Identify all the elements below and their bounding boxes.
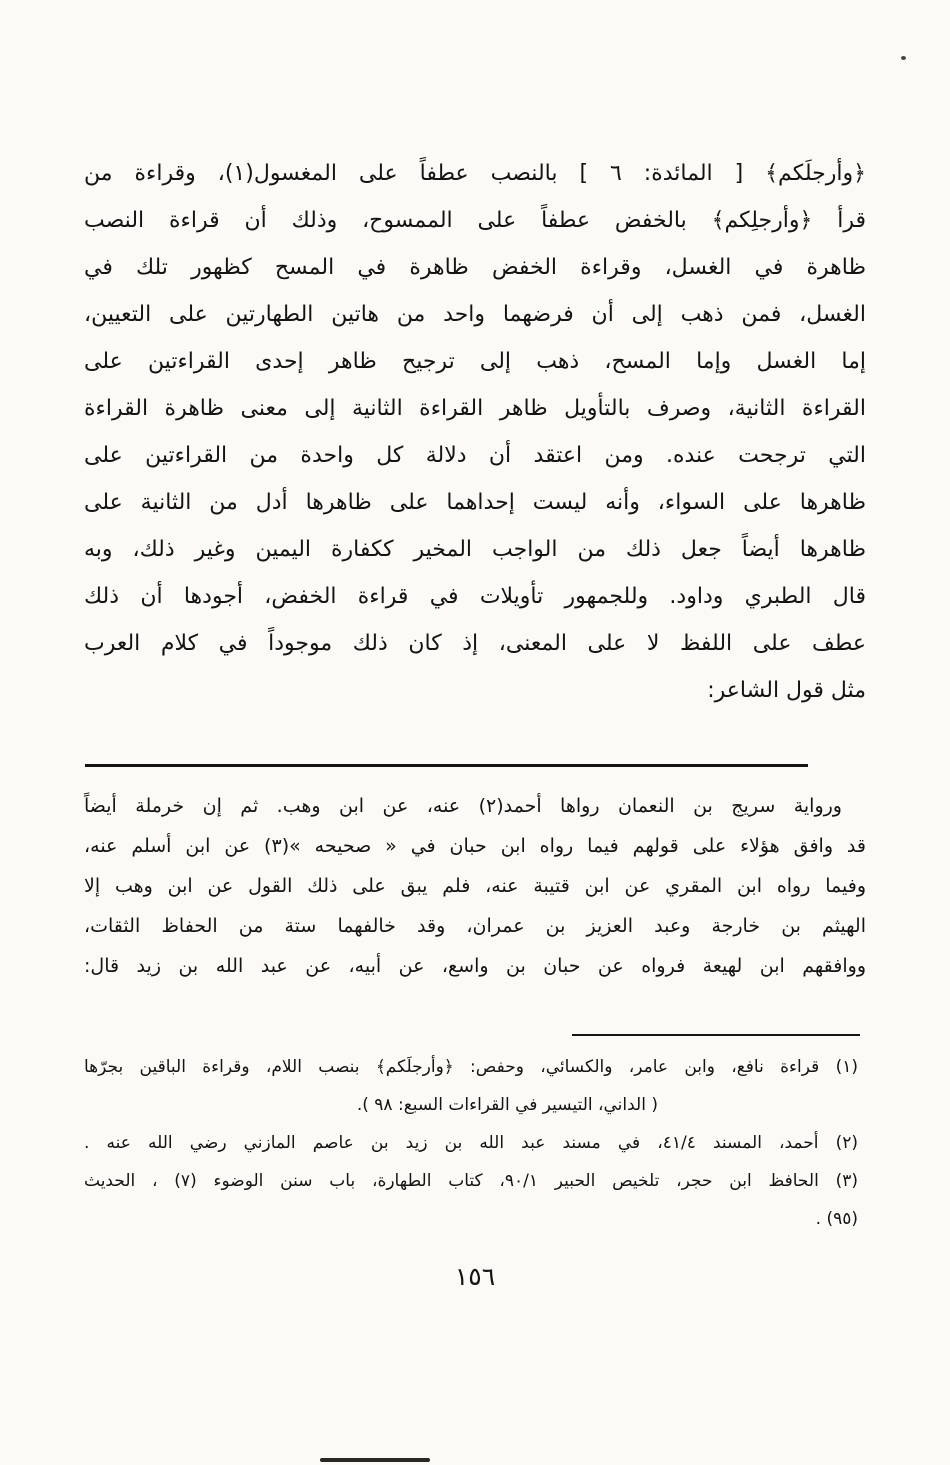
main-text-line: التي ترجحت عنده. ومن اعتقد أن دلالة كل واحدة من القراءتين على xyxy=(84,443,866,468)
secondary-text-line: ورواية سريج بن النعمان رواها أحمد(٢) عنه، عن ابن وهب. ثم إن خرملة أيضاً xyxy=(84,795,842,817)
main-text-line: ظاهرها أيضاً جعل ذلك من الواجب المخير ككفارة اليمين وغير ذلك، وبه xyxy=(84,537,866,562)
main-text-block xyxy=(84,150,866,714)
scan-artifact xyxy=(320,1458,430,1462)
main-text-line: قرأ ﴿وأرجلِكم﴾ بالخفض عطفاً على الممسوح، وذلك أن قراءة النصب xyxy=(84,208,866,233)
main-text-line: ظاهرة في الغسل، وقراءة الخفض ظاهرة في المسح كظهور تلك في xyxy=(84,255,866,280)
secondary-text-block xyxy=(84,786,866,986)
secondary-text-line: الهيثم بن خارجة وعبد العزيز بن عمران، وقد خالفهما ستة من الحفاظ الثقات، xyxy=(84,915,866,937)
main-text-line: عطف على اللفظ لا على المعنى، إذ كان ذلك موجوداً في كلام العرب xyxy=(84,631,866,656)
footnote-divider xyxy=(572,1034,860,1036)
secondary-text-line: وفيما رواه ابن المقري عن ابن قتيبة عنه، فلم يبق على ذلك القول عن ابن وهب إلا xyxy=(84,875,866,897)
footnote-1-continuation-line: ( الداني، التيسير في القراءات السبع: ٩٨ ). xyxy=(356,1095,658,1115)
secondary-text-line: ووافقهم ابن لهيعة فرواه عن حبان بن واسع، عن أبيه، عن عبد الله بن زيد قال: xyxy=(84,955,866,977)
main-text-line: إما الغسل وإما المسح، ذهب إلى ترجيح ظاهر إحدى القراءتين على xyxy=(84,349,866,374)
main-text-line: قال الطبري وداود. وللجمهور تأويلات في قراءة الخفض، أجودها أن ذلك xyxy=(84,584,866,609)
footnote-1-line: (١) قراءة نافع، وابن عامر، والكسائي، وحفص: ﴿وأرجلَكم﴾ بنصب اللام، وقراءة الباقين بجرّها xyxy=(84,1057,858,1077)
main-text-line: ظاهرها على السواء، وأنه ليست إحداهما على ظاهرها أدل من الثانية على xyxy=(84,490,866,515)
main-text-line: القراءة الثانية، وصرف بالتأويل ظاهر القراءة الثانية إلى معنى ظاهرة القراءة xyxy=(84,396,866,421)
footnote-3-line: (٣) الحافظ ابن حجر، تلخيص الحبير ٩٠/١، كتاب الطهارة، باب سنن الوضوء (٧) ، الحديث xyxy=(84,1171,858,1191)
section-divider xyxy=(85,764,808,767)
scan-speckle xyxy=(901,56,906,60)
secondary-text-line: قد وافق هؤلاء على قولهم فيما رواه ابن حبان في « صحيحه »(٣) عن ابن أسلم عنه، xyxy=(84,835,866,857)
footnotes-block xyxy=(84,1048,858,1238)
footnote-3-continuation-line: (٩٥) . xyxy=(815,1209,858,1229)
main-text-line: ﴿وأرجلَكم﴾ [ المائدة: ٦ ] بالنصب عطفاً على المغسول(١)، وقراءة من xyxy=(84,161,866,186)
footnote-2-line: (٢) أحمد، المسند ٤١/٤، في مسند عبد الله بن زيد بن عاصم المازني رضي الله عنه . xyxy=(84,1133,858,1153)
main-text-last-line: مثل قول الشاعر: xyxy=(707,678,866,703)
page-number: ١٥٦ xyxy=(454,1262,496,1291)
main-text-line: الغسل، فمن ذهب إلى أن فرضهما واحد من هاتين الطهارتين على التعيين، xyxy=(84,302,866,327)
